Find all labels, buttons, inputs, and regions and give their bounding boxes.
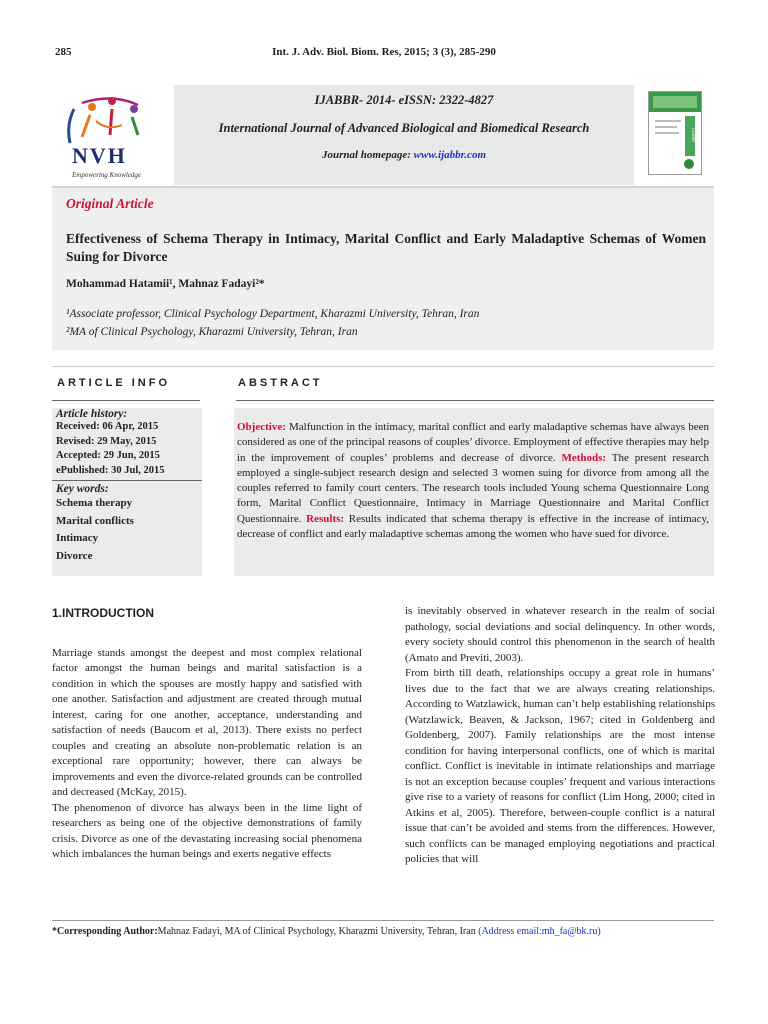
cover-label: IJABBR	[691, 128, 696, 143]
corresponding-author-footnote	[52, 926, 714, 937]
results-label: Results:	[306, 512, 345, 525]
abstract-box	[234, 408, 714, 576]
page-number: 285	[55, 46, 72, 58]
results-text: Results indicated that schema therapy is effective in the increase of intimacy, decrease of conflict and early maladaptive schemas among the women who have sued for divorce.	[237, 512, 710, 541]
objective-label: Objective:	[237, 421, 286, 433]
accepted-date: Accepted: 29 Jun, 2015	[56, 450, 160, 461]
methods-text: The present research employed a single-subject research design and selected 3 women suing for divorce from among all the couples referred to family court centers. The research tools included Young schema Questionnaire Long form, Marital Conflict Questionnaire, Intimacy in Marriage Questionnaire and Marital Conflict Questionnaire.	[237, 451, 709, 525]
keyword: Divorce	[56, 549, 93, 562]
journal-info-box	[174, 85, 634, 185]
logo-tagline: Empowering Knowledge	[72, 171, 142, 179]
revised-date: Revised: 29 May, 2015	[56, 435, 157, 447]
section-divider	[52, 366, 714, 367]
paragraph: The phenomenon of divorce has always been in the lime light of researchers as being one of the objective demonstrations of family crisis. Divorce as one of the devastating increasing social phenomena which imbalances the human beings and exerts negative effects	[52, 801, 362, 860]
paragraph: Marriage stands amongst the deepest and most complex relational factor amongst the human beings and marital satisfaction is a condition in which the spouses are mostly happy and satisfied with one another. Satisfaction and adjustment are created through mutual interest, caring for one another, acceptance, understanding and satisfaction of needs (Baucom et al, 2013). There exists no perfect couples and creating an absolute non-problematic relation is an exceptional rare opportunity; however, there can always be improvements and even the divorce-related grounds can be controlled and decreased (McKay, 2015).	[52, 646, 362, 798]
abstract-heading: ABSTRACT	[238, 377, 323, 389]
article-type: Original Article	[66, 196, 154, 211]
journal-citation: Int. J. Adv. Biol. Biom. Res, 2015; 3 (3), 285-290	[272, 46, 496, 58]
section-title: 1.INTRODUCTION	[52, 606, 154, 620]
info-rule	[52, 400, 200, 401]
received-date: Received: 06 Apr, 2015	[56, 421, 159, 432]
footnote-text: Mahnaz Fadayi, MA of Clinical Psychology, Kharazmi University, Tehran, Iran	[157, 926, 476, 937]
methods-label: Methods:	[561, 451, 607, 464]
abstract-text	[237, 420, 709, 542]
affiliation-2: ²MA of Clinical Psychology, Kharazmi University, Tehran, Iran	[66, 326, 358, 338]
abstract-rule	[236, 400, 714, 401]
article-info-heading: ARTICLE INFO	[57, 377, 170, 389]
footnote-label: *Corresponding Author:	[52, 926, 158, 937]
masthead	[52, 85, 714, 185]
body-column-left	[52, 604, 362, 863]
published-date: ePublished: 30 Jul, 2015	[56, 464, 165, 476]
keyword: Marital conflicts	[56, 514, 134, 527]
publisher-logo	[52, 85, 170, 185]
paragraph: From birth till death, relationships occupy a great role in humans’ lives due to the fact that we are always creating relationships. According to Watzlawick, human can’t help establishing relationships (Watzlawick, Beaven, & Jackson, 1967; cited in Goldenberg and Goldenberg, 2007). Family relationships are the most intense condition for having interpersonal conflicts, one of which is marital conflict. Conflict is inevitable in intimate relationships and marriage is not an exception because couples’ frequent and various interactions give rise to a variety of reasons for conflict (Lim Hong, 2000; cited in Atkins et al, 2005). Therefore, between-couple conflict is a natural issue that can’t be avoided and stems from the differences. However, such conflicts can be managed employing negotiations and practical policies that will	[405, 667, 715, 865]
footnote-rule	[52, 920, 714, 921]
keyword: Schema therapy	[56, 497, 133, 509]
article-title: Effectiveness of Schema Therapy in Intimacy, Marital Conflict and Early Maladaptive Schemas of Women Suing for Divorce	[66, 231, 706, 264]
keywords-label: Key words:	[56, 483, 109, 495]
article-header	[52, 186, 714, 350]
objective-text: Malfunction in the intimacy, marital conflict and early maladaptive schemas have always been considered as one of the principal reasons of couples’ divorce. Employment of effective therapies may help in the improvement of couples’ problems and decrease of divorce.	[237, 421, 709, 464]
article-info-box	[52, 408, 202, 576]
homepage-link[interactable]: www.ijabbr.com	[413, 149, 486, 161]
affiliation-1: ¹Associate professor, Clinical Psychology Department, Kharazmi University, Tehran, Iran	[66, 308, 480, 320]
keywords-rule	[52, 480, 202, 481]
homepage-label: Journal homepage:	[321, 149, 411, 161]
body-column-right	[405, 604, 715, 868]
running-head	[55, 40, 713, 62]
paragraph: is inevitably observed in whatever research in the realm of social pathology, social deviations and social delinquency. In other words, every society should control this phenomenon in the search of health (Amato and Previti, 2003).	[405, 605, 715, 664]
history-label: Article history:	[56, 408, 128, 420]
keyword: Intimacy	[56, 532, 99, 544]
journal-cover-thumbnail	[648, 91, 702, 175]
author-list: Mohammad Hatamii¹, Mahnaz Fadayi²*	[66, 278, 265, 290]
journal-name: International Journal of Advanced Biological and Biomedical Research	[218, 121, 590, 135]
logo-wordmark: NVH	[72, 143, 127, 168]
author-email[interactable]: (Address email:mh_fa@bk.ru)	[478, 926, 601, 937]
issn-line: IJABBR- 2014- eISSN: 2322-4827	[314, 93, 494, 107]
homepage-line	[174, 149, 634, 161]
